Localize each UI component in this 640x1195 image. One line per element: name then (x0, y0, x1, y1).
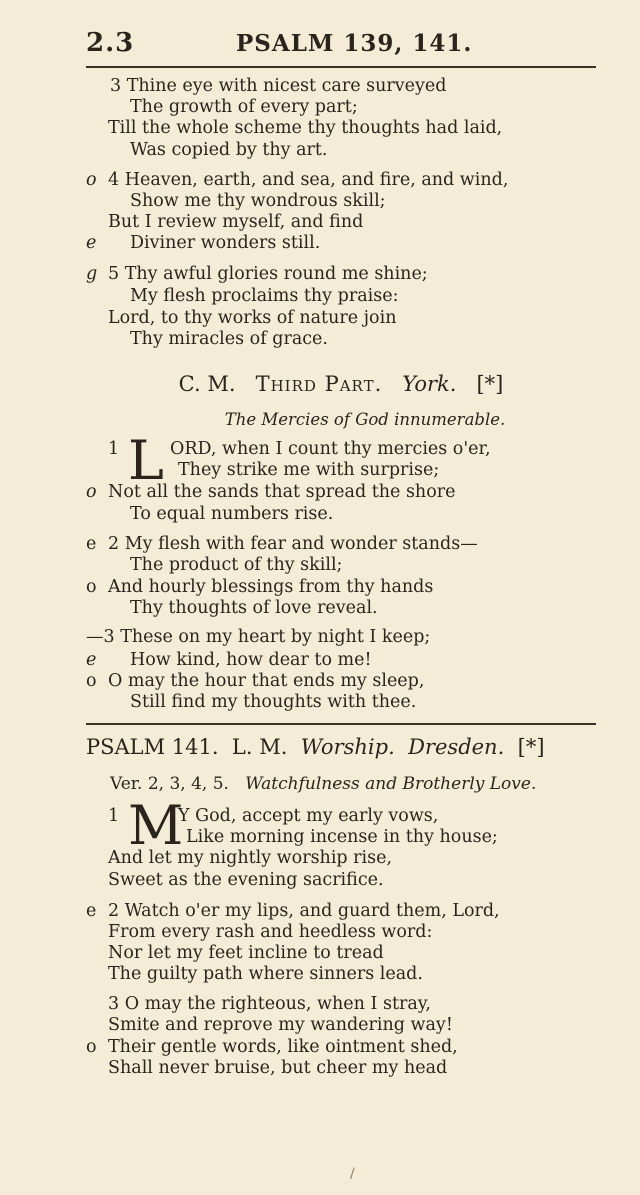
verse-line: How kind, how dear to me! (130, 650, 372, 670)
verse-line: Not all the sands that spread the shore (108, 482, 456, 502)
dynamic-mark: o (86, 170, 97, 190)
verse-line: And hourly blessings from thy hands (108, 577, 434, 597)
verse-line: From every rash and heedless word: (108, 922, 433, 942)
ink-smudge: / (350, 1166, 355, 1182)
verse-line: They strike me with surprise; (178, 460, 440, 480)
verse-line: Y God, accept my early vows, (178, 806, 439, 826)
drop-cap: M (128, 794, 184, 857)
verse-line: 2 My flesh with fear and wonder stands— (108, 534, 478, 554)
verse-line: Nor let my feet incline to tread (108, 943, 384, 963)
dynamic-mark: g (86, 264, 98, 284)
verse-line: —3 These on my heart by night I keep; (86, 627, 431, 647)
flag: [*] (476, 372, 504, 396)
meter: L. M. (231, 735, 288, 759)
meter: C. M. (178, 372, 236, 396)
verse-line: Thy miracles of grace. (130, 329, 328, 349)
verse-line: Shall never bruise, but cheer my head (108, 1058, 448, 1078)
dynamic-mark: e (86, 901, 97, 921)
dynamic-mark: o (86, 671, 97, 691)
verse-line: But I review myself, and find (108, 212, 364, 232)
stanza-number: 1 (108, 439, 120, 459)
verse-line: Smite and reprove my wandering way! (108, 1015, 453, 1035)
verse-line: 2 Watch o'er my lips, and guard them, Lord, (108, 901, 500, 921)
verse-line: To equal numbers rise. (130, 504, 334, 524)
psalm-heading (86, 735, 545, 759)
verse-line: Till the whole scheme thy thoughts had laid, (108, 118, 503, 138)
verse-line: Like morning incense in thy house; (186, 827, 498, 847)
verse-line: O may the hour that ends my sleep, (108, 671, 425, 691)
dynamic-mark: o (86, 482, 97, 502)
verse-reference: Ver. 2, 3, 4, 5. Watchfulness and Brotherly Love. (110, 774, 537, 794)
verse-line: Their gentle words, like ointment shed, (108, 1037, 458, 1057)
dynamic-mark: o (86, 577, 97, 597)
verse-line: Show me thy wondrous skill; (130, 191, 386, 211)
page-number: 2.3 (86, 28, 135, 58)
verse-line: Diviner wonders still. (130, 233, 321, 253)
verse-line: And let my nightly worship rise, (108, 848, 393, 868)
verse-line: 5 Thy awful glories round me shine; (108, 264, 428, 284)
stanza-number: 1 (108, 806, 120, 826)
psalm-subtitle: Watchfulness and Brotherly Love. (245, 774, 537, 794)
section-heading (86, 372, 596, 396)
part-label: Third Part. (255, 372, 383, 396)
verse-line: Still find my thoughts with thee. (130, 692, 417, 712)
flag: [*] (517, 735, 545, 759)
verse-line: Lord, to thy works of nature join (108, 308, 397, 328)
running-title: PSALM 139, 141. (236, 30, 473, 57)
verse-line: Was copied by thy art. (130, 140, 328, 160)
psalm-title: PSALM 141. (86, 735, 219, 759)
header-rule (86, 66, 596, 68)
dynamic-mark: e (86, 233, 97, 253)
verse-line: The growth of every part; (130, 97, 358, 117)
verse-line: 3 Thine eye with nicest care surveyed (110, 76, 447, 96)
dynamic-mark: e (86, 534, 97, 554)
verse-line: Sweet as the evening sacrifice. (108, 870, 384, 890)
theme: Worship. (300, 735, 395, 759)
verse-line: The product of thy skill; (130, 555, 343, 575)
verse-line: My flesh proclaims thy praise: (130, 286, 399, 306)
tune-name: Dresden. (408, 735, 505, 759)
verse-line: 4 Heaven, earth, and sea, and fire, and wind, (108, 170, 509, 190)
drop-cap: L (128, 429, 164, 492)
verse-line: Thy thoughts of love reveal. (130, 598, 378, 618)
dynamic-mark: o (86, 1037, 97, 1057)
section-rule (86, 723, 596, 725)
section-subtitle: The Mercies of God innumerable. (224, 410, 506, 429)
verse-line: 3 O may the righteous, when I stray, (108, 994, 431, 1014)
dynamic-mark: e (86, 650, 97, 670)
verse-line: ORD, when I count thy mercies o'er, (170, 439, 491, 459)
page-header (86, 28, 596, 62)
verse-line: The guilty path where sinners lead. (108, 964, 423, 984)
tune-name: York. (402, 372, 457, 396)
